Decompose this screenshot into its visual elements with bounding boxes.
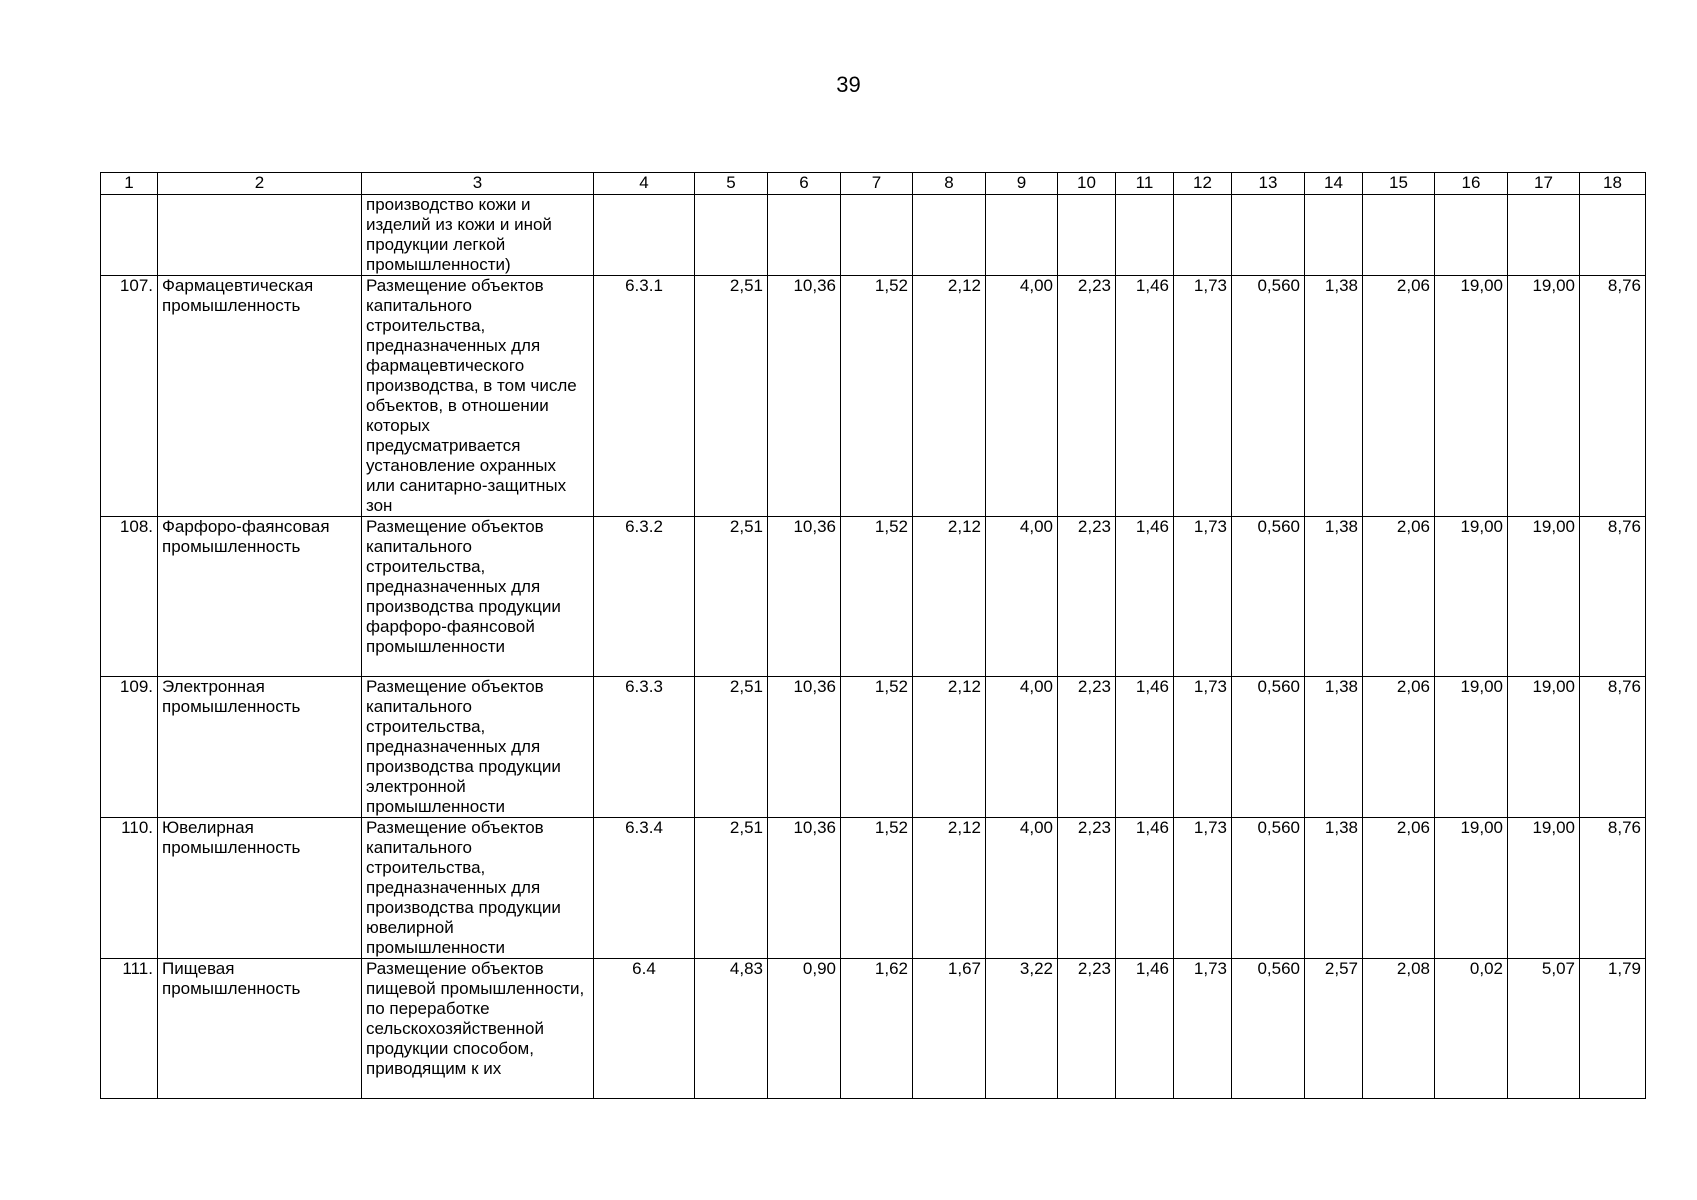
table-row xyxy=(101,959,1646,1099)
activity-name: Пищевая промышленность xyxy=(158,959,362,1099)
coefficient-value: 19,00 xyxy=(1435,677,1508,818)
row-number: 108. xyxy=(101,517,158,677)
classifier-code: 6.3.3 xyxy=(594,677,695,818)
coefficient-value: 1,79 xyxy=(1580,959,1646,1099)
coefficient-value: 2,51 xyxy=(695,677,768,818)
header-row xyxy=(101,173,1646,195)
column-header: 7 xyxy=(841,173,913,195)
classifier-code xyxy=(594,195,695,276)
coefficient-value: 2,08 xyxy=(1363,959,1435,1099)
coefficient-value: 1,46 xyxy=(1116,517,1174,677)
coefficient-value: 1,52 xyxy=(841,818,913,959)
coefficient-value: 2,06 xyxy=(1363,818,1435,959)
column-header: 17 xyxy=(1508,173,1580,195)
coefficient-value xyxy=(1580,195,1646,276)
row-number: 111. xyxy=(101,959,158,1099)
coefficient-value: 2,51 xyxy=(695,818,768,959)
coefficient-value: 0,02 xyxy=(1435,959,1508,1099)
activity-name xyxy=(158,195,362,276)
coefficient-value: 1,52 xyxy=(841,276,913,517)
coefficient-value: 2,12 xyxy=(913,276,986,517)
coefficient-value: 4,00 xyxy=(986,677,1058,818)
coefficient-value xyxy=(768,195,841,276)
coefficient-value: 1,46 xyxy=(1116,818,1174,959)
coefficient-value xyxy=(1232,195,1305,276)
coefficient-value: 19,00 xyxy=(1435,517,1508,677)
coefficient-value: 4,00 xyxy=(986,517,1058,677)
coefficient-value: 1,73 xyxy=(1174,677,1232,818)
coefficient-value: 8,76 xyxy=(1580,517,1646,677)
column-header: 12 xyxy=(1174,173,1232,195)
column-header: 11 xyxy=(1116,173,1174,195)
coefficient-value: 2,23 xyxy=(1058,517,1116,677)
activity-description: производство кожи и изделий из кожи и иной продукции легкой промышленности) xyxy=(362,195,594,276)
coefficient-value: 10,36 xyxy=(768,677,841,818)
activity-name: Ювелирная промышленность xyxy=(158,818,362,959)
coefficient-value: 2,06 xyxy=(1363,517,1435,677)
coefficient-value: 10,36 xyxy=(768,818,841,959)
coefficient-value: 2,23 xyxy=(1058,818,1116,959)
coefficient-value: 0,560 xyxy=(1232,818,1305,959)
column-header: 13 xyxy=(1232,173,1305,195)
table-row xyxy=(101,517,1646,677)
column-header: 9 xyxy=(986,173,1058,195)
coefficient-value xyxy=(841,195,913,276)
coefficient-value: 10,36 xyxy=(768,517,841,677)
coefficient-value: 8,76 xyxy=(1580,677,1646,818)
activity-description: Размещение объектов капитального строительства, предназначенных для производства продукции электронной промышленности xyxy=(362,677,594,818)
coefficient-value: 0,560 xyxy=(1232,276,1305,517)
coefficient-value xyxy=(1305,195,1363,276)
coefficient-value: 2,12 xyxy=(913,517,986,677)
column-header: 3 xyxy=(362,173,594,195)
column-header: 18 xyxy=(1580,173,1646,195)
coefficient-value: 19,00 xyxy=(1508,517,1580,677)
coefficient-value: 2,06 xyxy=(1363,276,1435,517)
page-number: 39 xyxy=(836,72,861,97)
row-number xyxy=(101,195,158,276)
coefficient-value xyxy=(986,195,1058,276)
coefficient-value: 3,22 xyxy=(986,959,1058,1099)
coefficient-value: 2,12 xyxy=(913,677,986,818)
coefficient-value: 0,560 xyxy=(1232,517,1305,677)
coefficient-value: 1,67 xyxy=(913,959,986,1099)
coefficient-value: 2,23 xyxy=(1058,677,1116,818)
coefficient-value xyxy=(1058,195,1116,276)
coefficient-value: 1,52 xyxy=(841,517,913,677)
table-row xyxy=(101,677,1646,818)
coefficient-value: 1,62 xyxy=(841,959,913,1099)
coefficient-value: 0,560 xyxy=(1232,677,1305,818)
coefficient-value: 1,52 xyxy=(841,677,913,818)
activity-name: Электронная промышленность xyxy=(158,677,362,818)
coefficient-value xyxy=(1116,195,1174,276)
coefficient-value: 1,46 xyxy=(1116,276,1174,517)
coefficient-value xyxy=(1508,195,1580,276)
coefficient-value: 1,46 xyxy=(1116,677,1174,818)
coefficient-value: 1,73 xyxy=(1174,818,1232,959)
coefficient-value: 2,12 xyxy=(913,818,986,959)
classifier-code: 6.3.1 xyxy=(594,276,695,517)
row-number: 107. xyxy=(101,276,158,517)
column-header: 2 xyxy=(158,173,362,195)
activity-name: Фармацевтическая промышленность xyxy=(158,276,362,517)
column-header: 14 xyxy=(1305,173,1363,195)
classifier-code: 6.3.2 xyxy=(594,517,695,677)
coefficient-value: 19,00 xyxy=(1435,276,1508,517)
column-header: 15 xyxy=(1363,173,1435,195)
coefficient-value: 19,00 xyxy=(1508,818,1580,959)
row-number: 110. xyxy=(101,818,158,959)
activity-description: Размещение объектов капитального строительства, предназначенных для производства продукции фарфоро-фаянсовой промышленности xyxy=(362,517,594,677)
coefficient-value: 19,00 xyxy=(1508,677,1580,818)
coefficient-value: 1,38 xyxy=(1305,677,1363,818)
coefficient-value: 4,00 xyxy=(986,276,1058,517)
classifier-code: 6.4 xyxy=(594,959,695,1099)
coefficient-value xyxy=(695,195,768,276)
coefficient-value: 1,73 xyxy=(1174,517,1232,677)
coefficient-value: 0,90 xyxy=(768,959,841,1099)
column-header: 5 xyxy=(695,173,768,195)
coefficient-value xyxy=(1174,195,1232,276)
coefficient-value: 2,23 xyxy=(1058,276,1116,517)
coefficient-value: 2,06 xyxy=(1363,677,1435,818)
row-number: 109. xyxy=(101,677,158,818)
activity-description: Размещение объектов пищевой промышленности, по переработке сельскохозяйственной продукции способом, приводящим к их xyxy=(362,959,594,1099)
coefficient-value: 2,51 xyxy=(695,517,768,677)
coefficient-value: 1,38 xyxy=(1305,818,1363,959)
column-header: 16 xyxy=(1435,173,1508,195)
coefficient-value: 8,76 xyxy=(1580,818,1646,959)
table-row xyxy=(101,818,1646,959)
column-header: 4 xyxy=(594,173,695,195)
column-header: 6 xyxy=(768,173,841,195)
coefficient-value: 19,00 xyxy=(1435,818,1508,959)
coefficient-value xyxy=(1435,195,1508,276)
coefficient-value: 2,51 xyxy=(695,276,768,517)
activity-description: Размещение объектов капитального строительства, предназначенных для производства продукции ювелирной промышленности xyxy=(362,818,594,959)
coefficient-value: 2,23 xyxy=(1058,959,1116,1099)
coefficient-value xyxy=(913,195,986,276)
coefficient-value: 1,46 xyxy=(1116,959,1174,1099)
coefficient-value: 5,07 xyxy=(1508,959,1580,1099)
column-header: 10 xyxy=(1058,173,1116,195)
coefficient-value: 1,38 xyxy=(1305,276,1363,517)
coefficient-value: 19,00 xyxy=(1508,276,1580,517)
activity-description: Размещение объектов капитального строительства, предназначенных для фармацевтического производства, в том числе объектов, в отношении которых предусматривается установление охранных или санитарно-защитных зон xyxy=(362,276,594,517)
activity-name: Фарфоро-фаянсовая промышленность xyxy=(158,517,362,677)
coefficient-value: 4,83 xyxy=(695,959,768,1099)
coefficient-value: 1,73 xyxy=(1174,276,1232,517)
table-row xyxy=(101,276,1646,517)
coefficient-value: 2,57 xyxy=(1305,959,1363,1099)
column-header: 8 xyxy=(913,173,986,195)
table-row xyxy=(101,195,1646,276)
coefficient-value: 0,560 xyxy=(1232,959,1305,1099)
coefficient-value: 10,36 xyxy=(768,276,841,517)
coefficient-value xyxy=(1363,195,1435,276)
coefficient-value: 8,76 xyxy=(1580,276,1646,517)
column-header: 1 xyxy=(101,173,158,195)
coefficient-value: 1,38 xyxy=(1305,517,1363,677)
coefficient-value: 1,73 xyxy=(1174,959,1232,1099)
coefficients-table xyxy=(100,172,1646,1099)
classifier-code: 6.3.4 xyxy=(594,818,695,959)
coefficient-value: 4,00 xyxy=(986,818,1058,959)
